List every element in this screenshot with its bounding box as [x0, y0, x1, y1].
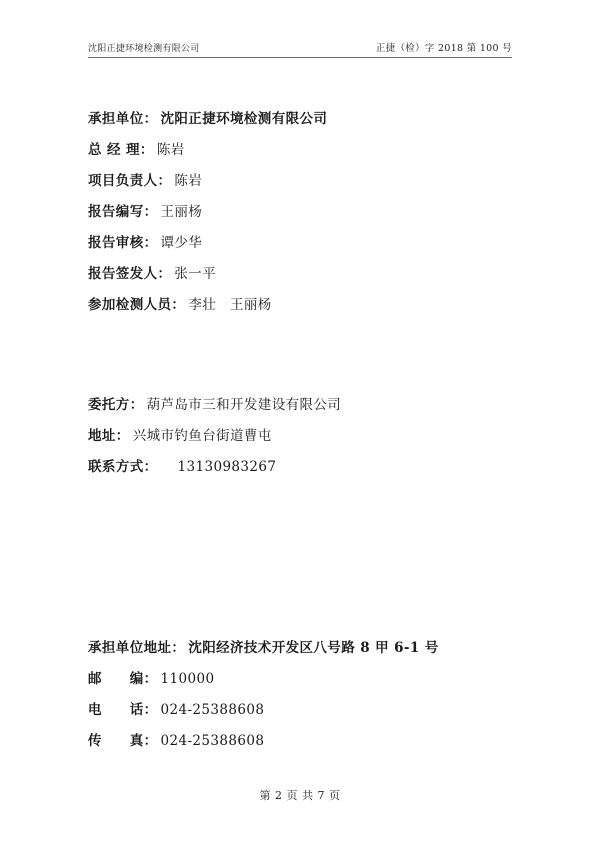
client-value: 兴城市钓鱼台街道曹屯: [132, 428, 272, 444]
company-row-phone: [88, 695, 518, 726]
staff-label: 总 经 理：: [88, 142, 154, 158]
staff-row-report-reviewer: [88, 228, 518, 259]
company-value: 沈阳经济技术开发区八号路 8 甲 6-1 号: [188, 640, 439, 656]
staff-value: 王丽杨: [160, 204, 203, 220]
client-value: 葫芦岛市三和开发建设有限公司: [146, 397, 342, 413]
client-value: 13130983267: [177, 459, 277, 475]
staff-value: 陈岩: [174, 173, 203, 189]
staff-row-project-leader: [88, 166, 518, 197]
company-value: 024-25388608: [160, 702, 265, 718]
staff-row-report-writer: [88, 197, 518, 228]
staff-value: 谭少华: [160, 235, 203, 251]
client-section: [88, 390, 518, 483]
company-row-address: [88, 633, 518, 664]
staff-label: 项目负责人：: [88, 173, 172, 189]
header-report-number: 正捷（检）字 2018 第 100 号: [375, 43, 512, 54]
company-address-section: [88, 633, 518, 757]
company-label: 电 话：: [88, 702, 158, 718]
staff-label: 报告签发人：: [88, 266, 172, 282]
company-label: 邮 编：: [88, 671, 158, 687]
header-divider: [88, 57, 512, 58]
page-header: [88, 40, 512, 54]
staff-row-contractor: [88, 104, 518, 135]
client-row-entrustor: [88, 390, 518, 421]
company-value: 110000: [160, 671, 215, 687]
client-label: 地址：: [88, 428, 130, 444]
staff-value: 陈岩: [156, 142, 185, 158]
client-row-contact: [88, 452, 518, 483]
staff-value: 沈阳正捷环境检测有限公司: [160, 111, 328, 127]
company-label: 传 真：: [88, 733, 158, 749]
staff-row-report-issuer: [88, 259, 518, 290]
client-label: 联系方式：: [88, 459, 158, 475]
staff-value: 李壮 王丽杨: [188, 297, 272, 313]
company-label: 承担单位地址：: [88, 640, 186, 656]
client-label: 委托方：: [88, 397, 144, 413]
company-row-postcode: [88, 664, 518, 695]
staff-label: 报告编写：: [88, 204, 158, 220]
staff-row-general-manager: [88, 135, 518, 166]
staff-label: 承担单位：: [88, 111, 158, 127]
staff-value: 张一平: [174, 266, 217, 282]
staff-row-participants: [88, 290, 518, 321]
staff-label: 报告审核：: [88, 235, 158, 251]
company-row-fax: [88, 726, 518, 757]
staff-label: 参加检测人员：: [88, 297, 186, 313]
client-row-address: [88, 421, 518, 452]
header-company-name: 沈阳正捷环境检测有限公司: [88, 44, 200, 54]
company-value: 024-25388608: [160, 733, 265, 749]
page-footer: 第 2 页 共 7 页: [259, 789, 341, 802]
staff-section: [88, 104, 518, 321]
